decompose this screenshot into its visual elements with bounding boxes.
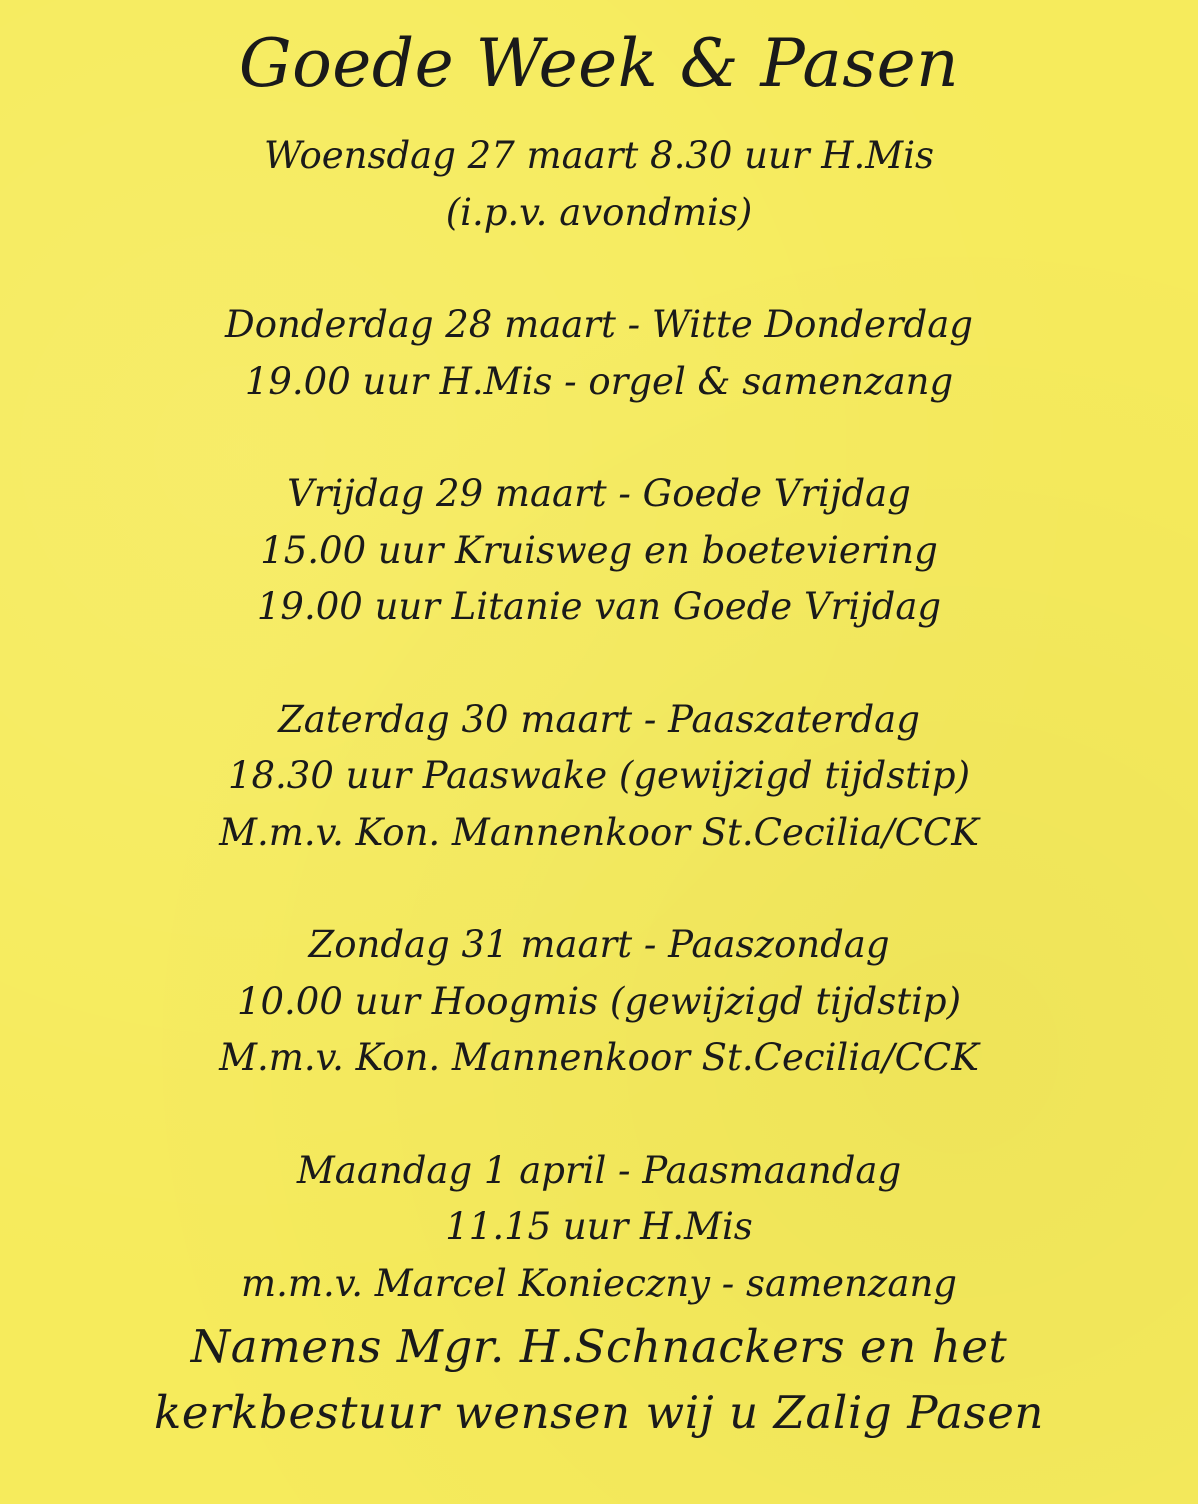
schedule-saturday-choir: M.m.v. Kon. Mannenkoor St.Cecilia/CCK	[219, 811, 979, 854]
schedule-sunday-service: 10.00 uur Hoogmis (gewijzigd tijdstip)	[236, 980, 962, 1023]
schedule-wednesday-date: Woensdag 27 maart 8.30 uur H.Mis	[263, 134, 935, 177]
schedule-monday-date: Maandag 1 april - Paasmaandag	[296, 1149, 902, 1192]
schedule-saturday-service: 18.30 uur Paaswake (gewijzigd tijdstip)	[227, 754, 971, 797]
schedule-sunday-date: Zondag 31 maart - Paaszondag	[308, 923, 890, 966]
schedule-friday-date: Vrijdag 29 maart - Goede Vrijdag	[287, 472, 911, 515]
schedule-friday-service-1: 15.00 uur Kruisweg en boeteviering	[260, 529, 938, 572]
schedule-monday-service: 11.15 uur H.Mis	[445, 1205, 753, 1248]
closing-line-1: Namens Mgr. H.Schnackers en het	[190, 1320, 1008, 1373]
schedule-wednesday-note: (i.p.v. avondmis)	[445, 191, 753, 234]
schedule-thursday-date: Donderdag 28 maart - Witte Donderdag	[225, 303, 973, 346]
schedule-thursday-service: 19.00 uur H.Mis - orgel & samenzang	[244, 360, 954, 403]
schedule-friday-service-2: 19.00 uur Litanie van Goede Vrijdag	[256, 585, 942, 628]
schedule-monday-music: m.m.v. Marcel Konieczny - samenzang	[241, 1262, 957, 1305]
schedule-saturday-date: Zaterdag 30 maart - Paaszaterdag	[278, 698, 920, 741]
closing-line-2: kerkbestuur wensen wij u Zalig Pasen	[153, 1386, 1045, 1439]
schedule-sunday-choir: M.m.v. Kon. Mannenkoor St.Cecilia/CCK	[219, 1036, 979, 1079]
poster-title: Goede Week & Pasen	[238, 25, 960, 102]
